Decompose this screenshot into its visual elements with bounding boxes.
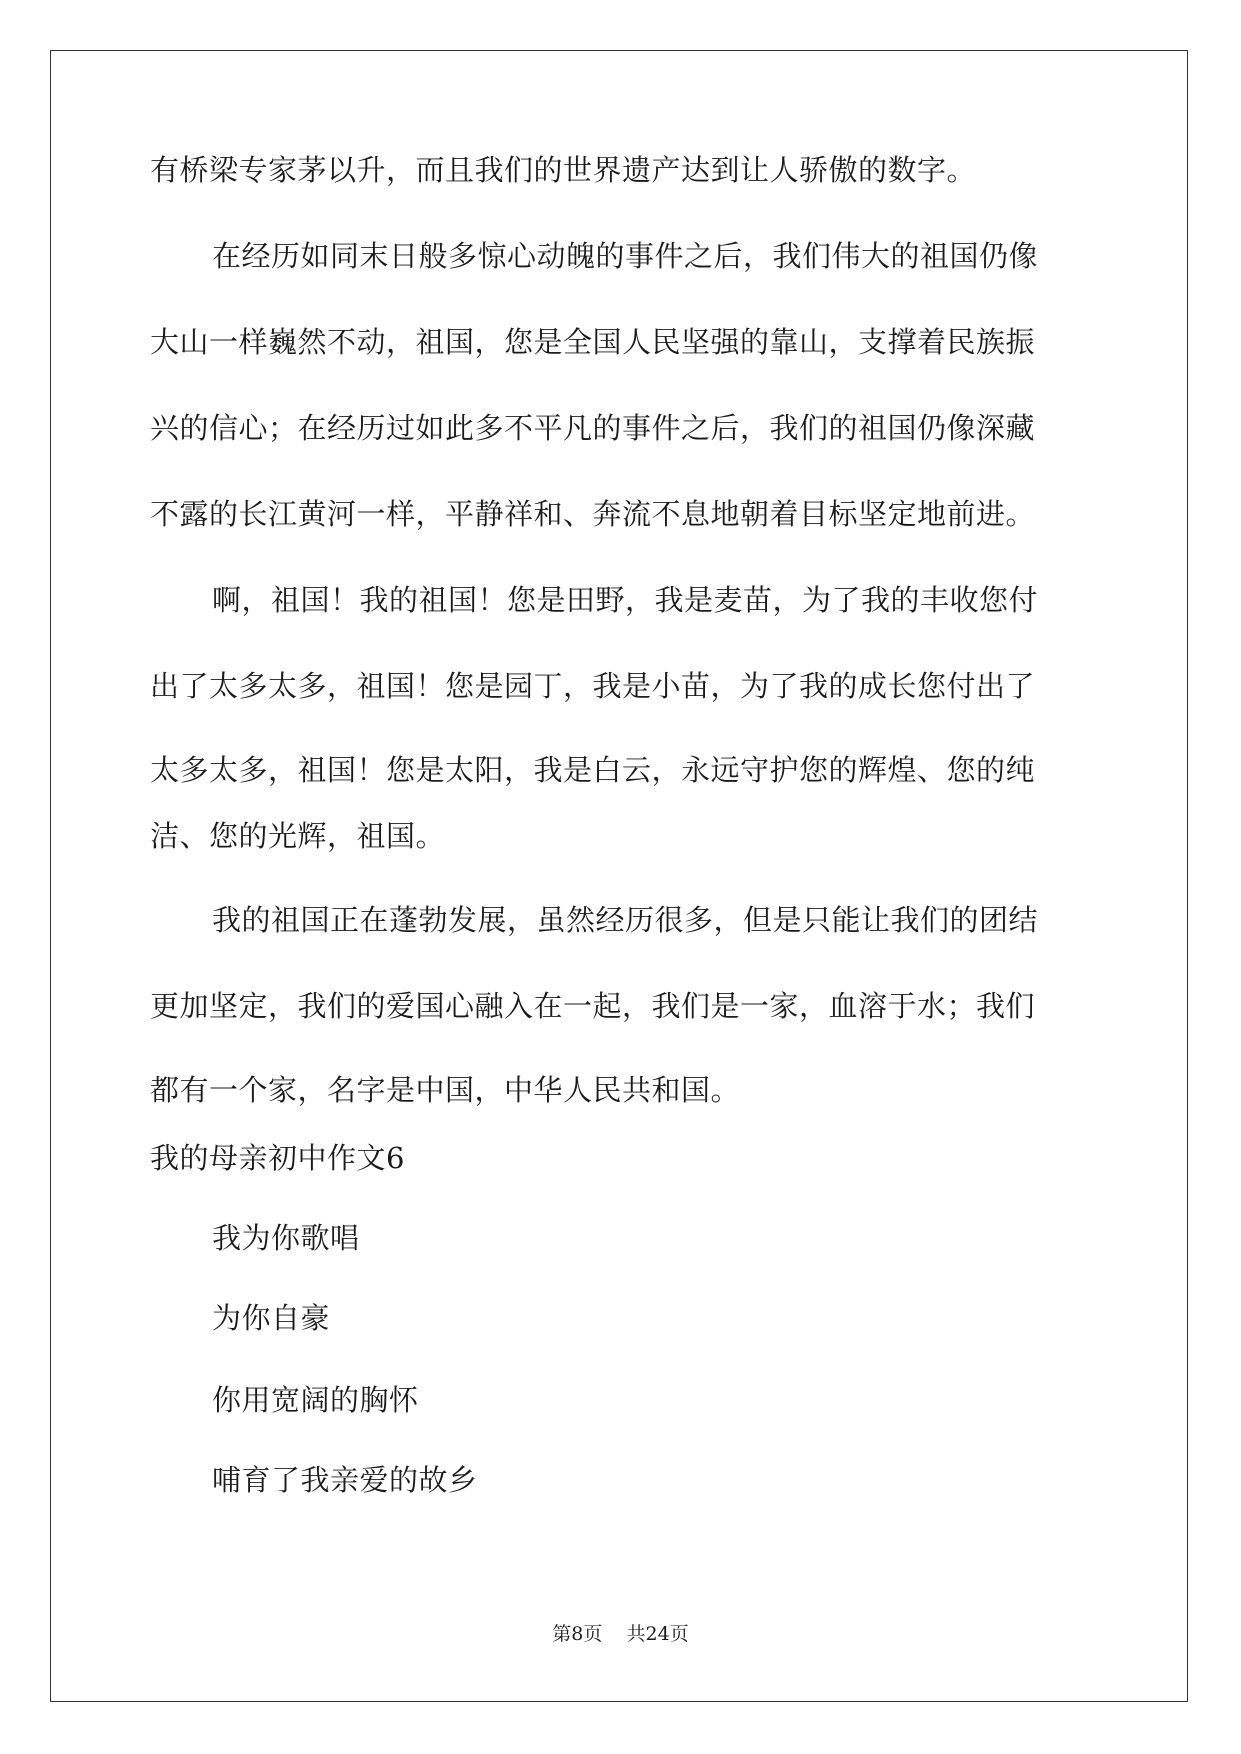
paragraph-line: 太多太多，祖国！您是太阳，我是白云，永远守护您的辉煌、您的纯 xyxy=(150,753,1036,787)
paragraph-line: 我的祖国正在蓬勃发展，虽然经历很多，但是只能让我们的团结 xyxy=(212,903,1039,937)
poem-line: 为你自豪 xyxy=(212,1301,331,1335)
paragraph-line: 在经历如同末日般多惊心动魄的事件之后，我们伟大的祖国仍像 xyxy=(212,239,1039,273)
paragraph-line: 兴的信心；在经历过如此多不平凡的事件之后，我们的祖国仍像深藏 xyxy=(150,411,1036,445)
page-number: 第8页 共24页 xyxy=(552,1623,689,1645)
poem-line: 我为你歌唱 xyxy=(212,1221,360,1255)
paragraph-line: 啊，祖国！我的祖国！您是田野，我是麦苗，为了我的丰收您付 xyxy=(212,583,1039,617)
paragraph-line: 都有一个家，名字是中国，中华人民共和国。 xyxy=(150,1073,741,1107)
poem-line: 哺育了我亲爱的故乡 xyxy=(212,1463,478,1497)
paragraph-line: 出了太多太多，祖国！您是园丁，我是小苗，为了我的成长您付出了 xyxy=(150,669,1036,703)
section-title: 我的母亲初中作文6 xyxy=(150,1141,405,1175)
paragraph-line: 洁、您的光辉，祖国。 xyxy=(150,819,446,853)
poem-line: 你用宽阔的胸怀 xyxy=(212,1383,419,1417)
paragraph-line: 大山一样巍然不动，祖国，您是全国人民坚强的靠山，支撑着民族振 xyxy=(150,325,1036,359)
paragraph-line: 更加坚定，我们的爱国心融入在一起，我们是一家，血溶于水；我们 xyxy=(150,989,1036,1023)
page-border xyxy=(50,50,1188,1702)
paragraph-line: 有桥梁专家茅以升，而且我们的世界遗产达到让人骄傲的数字。 xyxy=(150,153,977,187)
paragraph-line: 不露的长江黄河一样，平静祥和、奔流不息地朝着目标坚定地前进。 xyxy=(150,497,1036,531)
